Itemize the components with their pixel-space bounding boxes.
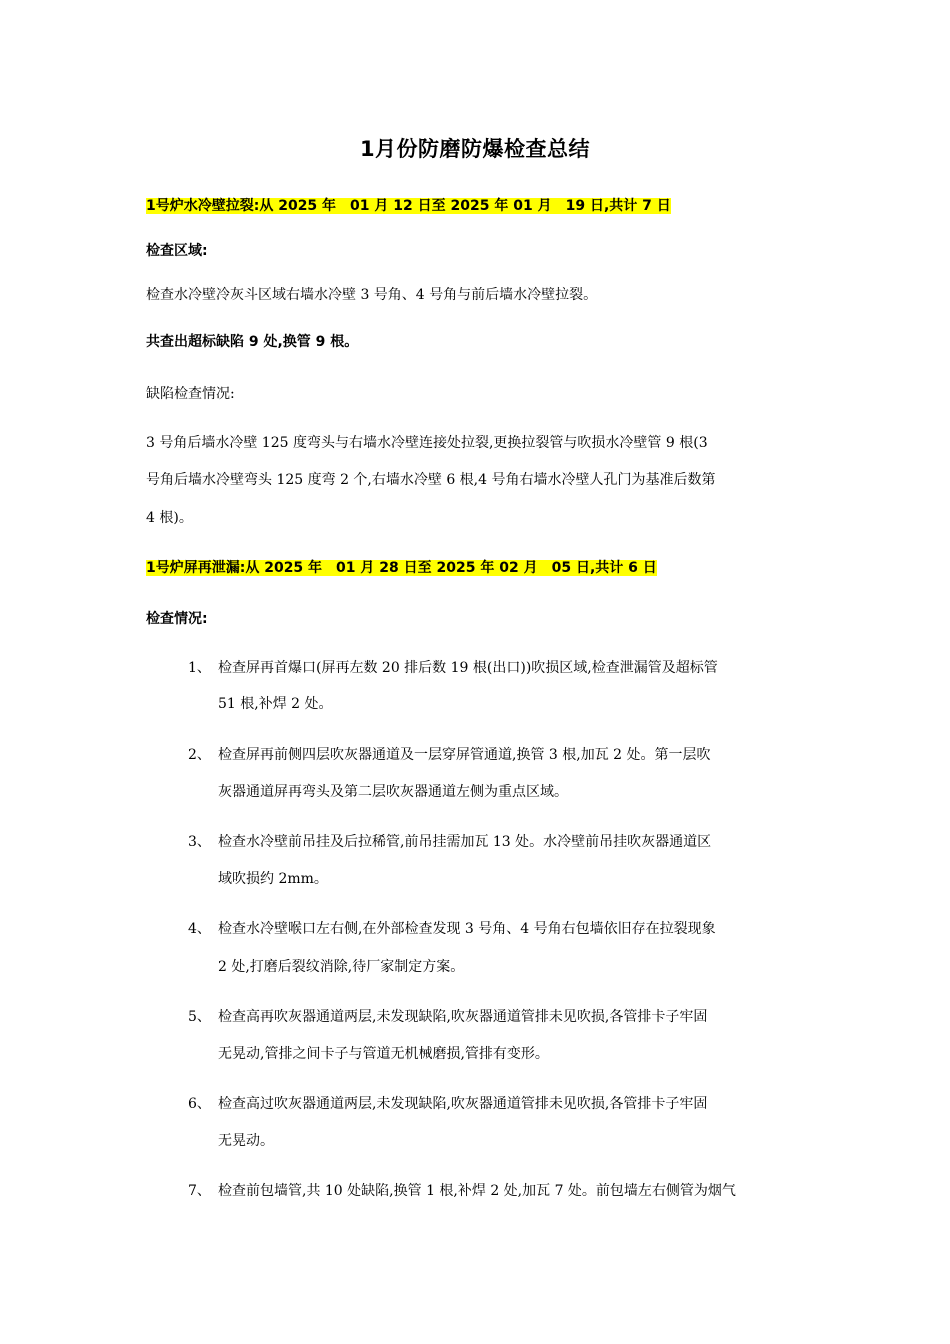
- list-item-line: 灰器通道屏再弯头及第二层吹灰器通道左侧为重点区域。: [218, 784, 568, 800]
- list-item-line: 域吹损约 2mm。: [218, 871, 328, 887]
- list-item-line: 检查前包墙管,共 10 处缺陷,换管 1 根,补焊 2 处,加瓦 7 处。前包墙左右侧管为烟气: [218, 1183, 736, 1199]
- section1-defect-line-1: 3 号角后墙水冷壁 125 度弯头与右墙水冷壁连接处拉裂,更换拉裂管与吹损水冷壁管 9 根(3: [146, 435, 708, 451]
- list-item-line: 2 处,打磨后裂纹消除,待厂家制定方案。: [218, 959, 465, 975]
- section1-heading: [146, 196, 671, 216]
- list-item-line: 无晃动,管排之间卡子与管道无机械磨损,管排有变形。: [218, 1046, 549, 1062]
- section1-defect-line-3: 4 根)。: [146, 510, 193, 526]
- section2-status-label: 检查情况:: [146, 611, 208, 627]
- section1-summary: 共查出超标缺陷 9 处,换管 9 根。: [146, 334, 359, 350]
- section1-area-label: 检查区域:: [146, 243, 208, 259]
- section1-defect-label: 缺陷检查情况:: [146, 386, 235, 402]
- list-item-line: 检查屏再前侧四层吹灰器通道及一层穿屏管通道,换管 3 根,加瓦 2 处。第一层吹: [218, 747, 711, 763]
- section2-heading-highlight: 1号炉屏再泄漏:从 2025 年 01 月 28 日至 2025 年 02 月 05 日,共计 6 日: [146, 560, 657, 576]
- list-item-line: 检查屏再首爆口(屏再左数 20 排后数 19 根(出口))吹损区域,检查泄漏管及超标管: [218, 660, 718, 676]
- list-item-number: 2、: [188, 747, 211, 763]
- list-item-line: 检查高过吹灰器通道两层,未发现缺陷,吹灰器通道管排未见吹损,各管排卡子牢固: [218, 1096, 708, 1112]
- list-item-number: 4、: [188, 921, 211, 937]
- list-item-line: 51 根,补焊 2 处。: [218, 696, 333, 712]
- list-item-number: 3、: [188, 834, 211, 850]
- section1-area-text: 检查水冷壁冷灰斗区域右墙水冷壁 3 号角、4 号角与前后墙水冷壁拉裂。: [146, 287, 598, 303]
- list-item-number: 7、: [188, 1183, 211, 1199]
- section1-defect-line-2: 号角后墙水冷壁弯头 125 度弯 2 个,右墙水冷壁 6 根,4 号角右墙水冷壁人孔门为基准后数第: [146, 472, 716, 488]
- section2-heading: [146, 558, 657, 578]
- list-item-number: 1、: [188, 660, 211, 676]
- list-item-line: 检查高再吹灰器通道两层,未发现缺陷,吹灰器通道管排未见吹损,各管排卡子牢固: [218, 1009, 708, 1025]
- list-item-line: 检查水冷壁喉口左右侧,在外部检查发现 3 号角、4 号角右包墙依旧存在拉裂现象: [218, 921, 716, 937]
- list-item-line: 检查水冷壁前吊挂及后拉稀管,前吊挂需加瓦 13 处。水冷壁前吊挂吹灰器通道区: [218, 834, 712, 850]
- section1-heading-highlight: 1号炉水冷壁拉裂:从 2025 年 01 月 12 日至 2025 年 01 月 19 日,共计 7 日: [146, 198, 671, 214]
- document-title: 1月份防磨防爆检查总结: [359, 137, 591, 161]
- list-item-number: 5、: [188, 1009, 211, 1025]
- list-item-line: 无晃动。: [218, 1133, 274, 1149]
- list-item-number: 6、: [188, 1096, 211, 1112]
